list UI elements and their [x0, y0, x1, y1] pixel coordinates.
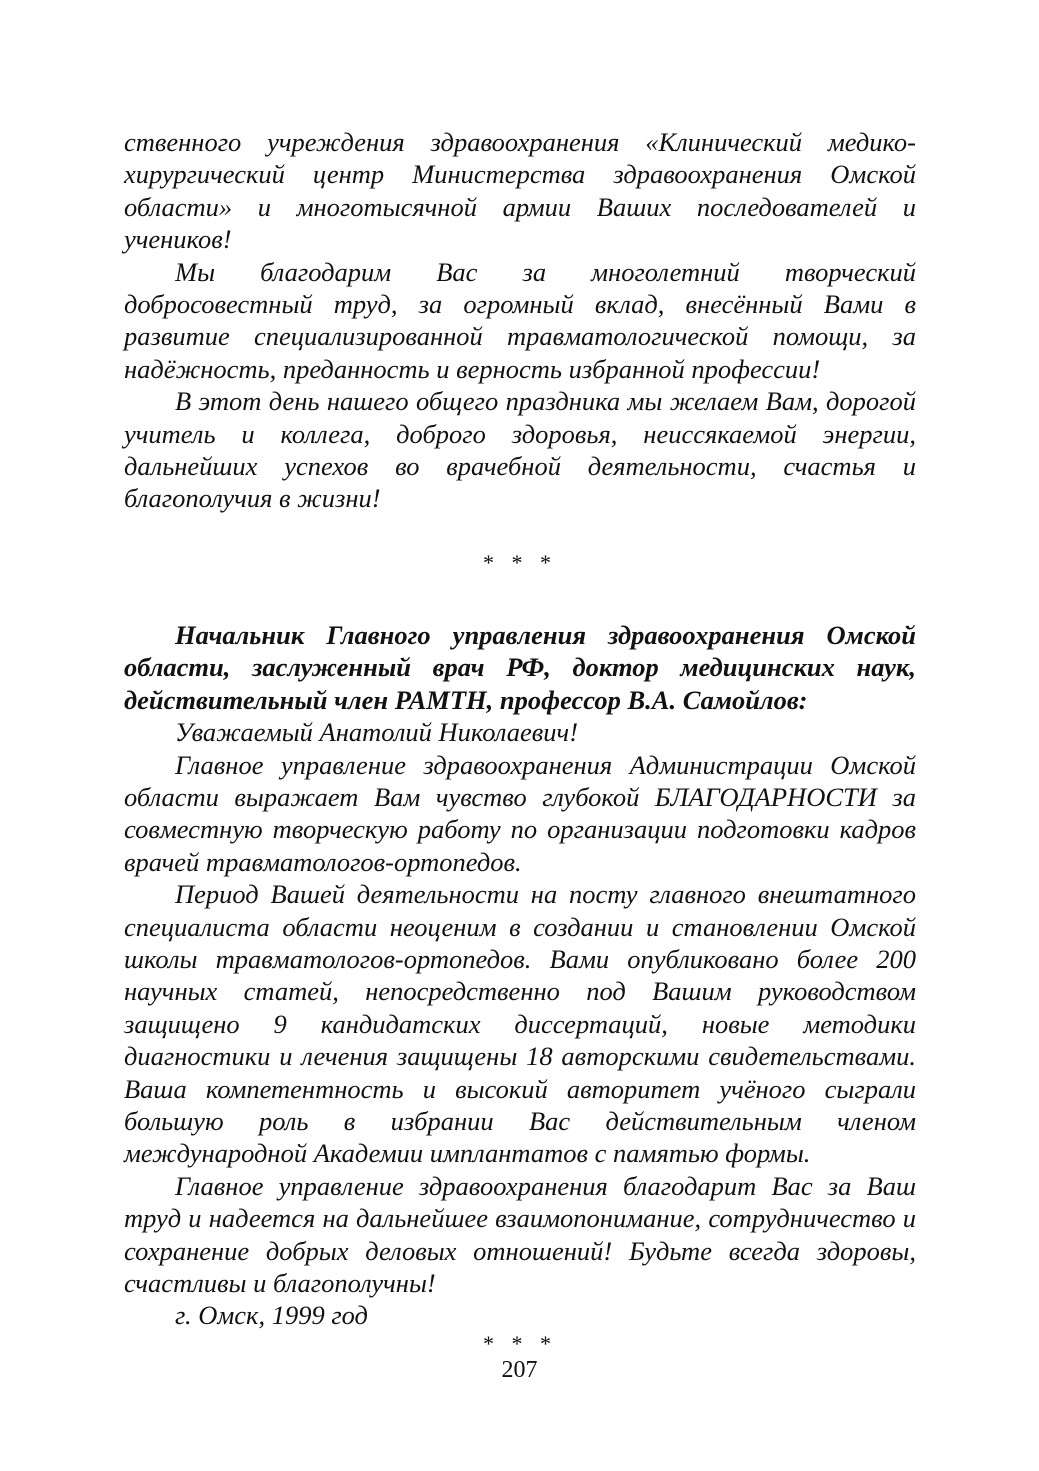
paragraph-activity: Период Вашей деятельности на посту главного внештатного специалиста области неоценим в создании и становлении Омской школы травматологов-ортопедов. Вами опубликовано более 200 научных статей, непосредственно под Вашим руководством защищено 9 кандидатских диссертаций, новые методики диагностики и лечения защищены 18 авторскими свидетельствами. Ваша компетентность и высокий авторитет учёного сыграли большую роль в избрании Вас действительным членом международной Академии имплантатов с памятью формы.	[124, 879, 916, 1169]
paragraph-gratitude: Мы благодарим Вас за многолетний творческий добросовестный труд, за огромный вклад, внесённый Вами в развитие специализированной травматологической помощи, за надёжность, преданность и верность избранной профессии!	[124, 256, 916, 384]
place-date: г. Омск, 1999 год	[175, 1300, 368, 1331]
paragraph-continuation: ственного учреждения здравоохранения «Клинический медико-хирургический центр Министерства здравоохранения Омской области» и многотысячной армии Ваших последователей и учеников!	[124, 127, 916, 255]
paragraph-closing: Главное управление здравоохранения благодарит Вас за Ваш труд и надеется на дальнейшее взаимопонимание, сотрудничество и сохранение добрых деловых отношений! Будьте всегда здоровы, счастливы и благополучны!	[124, 1170, 916, 1298]
section-separator: * * *	[483, 549, 557, 575]
page-body	[124, 126, 916, 1356]
salutation: Уважаемый Анатолий Николаевич!	[175, 717, 579, 748]
section-separator-end: * * *	[483, 1330, 557, 1356]
page-number: 207	[501, 1357, 538, 1383]
section-heading: Начальник Главного управления здравоохранения Омской области, заслуженный врач РФ, доктор медицинских наук, действительный член РАМТН, профессор В.А. Самойлов:	[124, 619, 916, 715]
paragraph-wishes: В этот день нашего общего праздника мы желаем Вам, дорогой учитель и коллега, доброго здоровья, неиссякаемой энергии, дальнейших успехов во врачебной деятельности, счастья и благополучия в жизни!	[124, 386, 916, 514]
paragraph-thanks: Главное управление здравоохранения Администрации Омской области выражает Вам чувство глубокой БЛАГОДАРНОСТИ за совместную творческую работу по организации подготовки кадров врачей травматологов-ортопедов.	[124, 749, 916, 877]
